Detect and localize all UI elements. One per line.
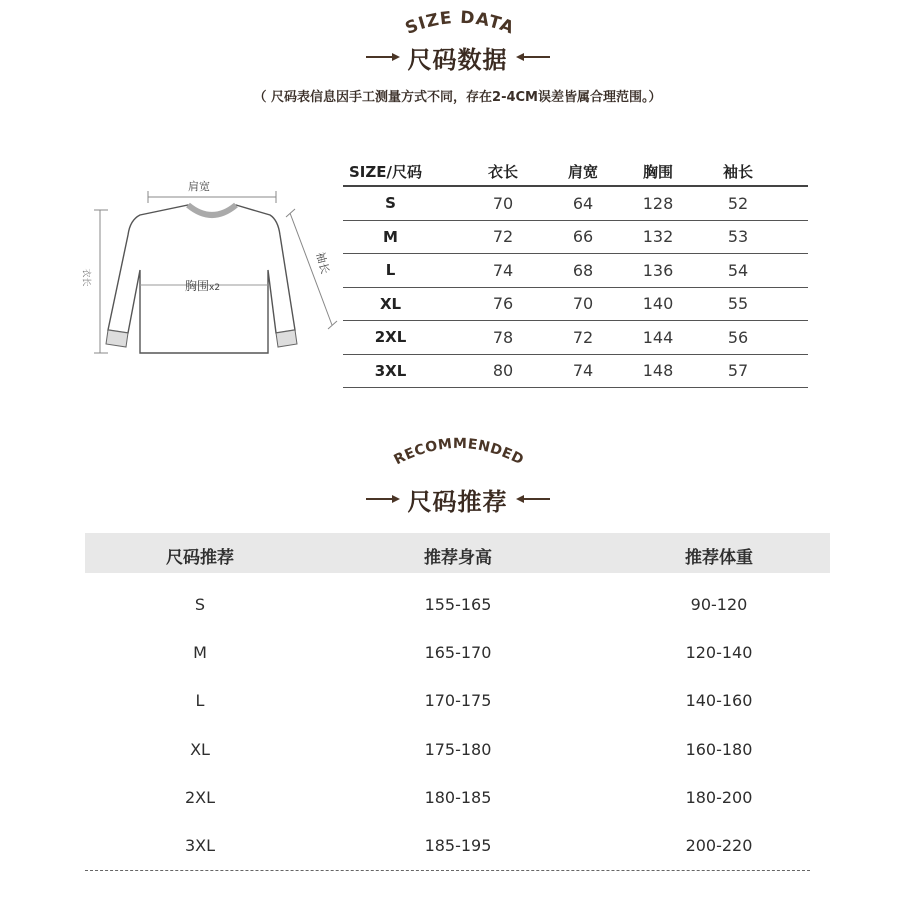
size-table-row <box>343 187 808 221</box>
size-cell-shoulder: 64 <box>572 193 594 213</box>
recommended-arc-label <box>376 425 541 473</box>
recommend-table-row <box>85 590 830 620</box>
size-cell-chest: 144 <box>642 327 674 347</box>
size-cell-chest: 132 <box>642 227 674 247</box>
header-length: 衣长 <box>487 163 518 181</box>
chest-label <box>185 277 220 294</box>
size-cell-size: 2XL <box>374 328 407 347</box>
rec-cell-height: 185-195 <box>424 836 492 855</box>
recommend-table-row <box>85 783 830 813</box>
size-cell-shoulder: 66 <box>572 227 594 247</box>
size-cell-length: 76 <box>492 294 514 314</box>
length-label: 衣长 <box>80 268 91 287</box>
rec-cell-size: L <box>195 691 205 711</box>
measurement-note: （ 尺码表信息因手工测量方式不同，存在2-4CM误差皆属合理范围。） <box>253 90 662 105</box>
recommended-title: 尺码推荐 <box>407 488 508 516</box>
size-cell-length: 80 <box>492 361 514 381</box>
rec-cell-height: 175-180 <box>424 739 492 759</box>
sweater-outline-icon <box>90 175 340 365</box>
size-cell-chest: 140 <box>642 294 674 314</box>
rec-header-height: 推荐身高 <box>424 548 492 568</box>
size-cell-sleeve: 54 <box>727 260 749 280</box>
rec-cell-height: 180-185 <box>424 787 492 807</box>
size-cell-chest: 128 <box>642 193 674 213</box>
shoulder-label: 肩宽 <box>188 180 210 193</box>
size-cell-sleeve: 53 <box>727 227 749 247</box>
size-cell-size: L <box>385 261 396 280</box>
svg-text:SIZE DATA <box>403 8 518 39</box>
bottom-dashed-divider <box>85 870 810 871</box>
rec-cell-weight: 120-140 <box>685 643 753 663</box>
size-cell-sleeve: 56 <box>727 327 749 347</box>
title-divider-right <box>518 56 550 58</box>
size-table-row <box>343 254 808 288</box>
rec-header-size: 尺码推荐 <box>166 548 234 568</box>
size-table-row <box>343 288 808 322</box>
size-data-arc-label <box>380 0 540 42</box>
chest-multiplier: x2 <box>209 283 221 293</box>
header-size: SIZE/尺码 <box>349 163 422 181</box>
svg-text:RECOMMENDED <box>392 436 527 469</box>
size-cell-sleeve: 55 <box>727 294 749 314</box>
rec-cell-weight: 140-160 <box>685 691 753 711</box>
size-cell-sleeve: 57 <box>727 361 749 381</box>
rec-cell-size: 3XL <box>184 836 216 855</box>
sweater-diagram <box>80 175 340 365</box>
size-cell-length: 78 <box>492 327 514 347</box>
size-data-arc-text: SIZE DATA <box>402 7 518 39</box>
size-table <box>343 158 808 388</box>
header-shoulder: 肩宽 <box>567 163 598 181</box>
size-cell-chest: 148 <box>642 361 674 381</box>
rec-cell-size: S <box>194 595 206 614</box>
recommend-table-row <box>85 638 830 668</box>
recommended-arc-text: RECOMMENDED <box>391 435 527 469</box>
rec-title-divider-right <box>518 498 550 500</box>
recommend-table-row <box>85 735 830 765</box>
header-sleeve: 袖长 <box>722 163 753 181</box>
size-cell-size: 3XL <box>374 361 407 380</box>
size-cell-shoulder: 74 <box>572 361 594 381</box>
size-cell-length: 74 <box>492 260 514 280</box>
rec-cell-weight: 180-200 <box>685 787 753 807</box>
size-data-title: 尺码数据 <box>407 46 508 74</box>
size-cell-size: S <box>385 194 396 213</box>
size-cell-sleeve: 52 <box>727 193 749 213</box>
recommend-table-row <box>85 686 830 716</box>
size-table-row <box>343 355 808 389</box>
size-cell-shoulder: 70 <box>572 294 594 314</box>
size-table-row <box>343 321 808 355</box>
size-cell-size: XL <box>379 294 402 313</box>
sleeve-label: 袖长 <box>313 250 332 276</box>
chest-label-text: 胸围 <box>185 279 210 293</box>
recommend-table-row <box>85 831 830 861</box>
rec-cell-weight: 90-120 <box>690 595 748 614</box>
header-chest: 胸围 <box>642 163 673 181</box>
rec-cell-size: XL <box>190 739 210 759</box>
size-cell-shoulder: 72 <box>572 327 594 347</box>
size-cell-chest: 136 <box>642 260 674 280</box>
size-table-row <box>343 221 808 255</box>
size-table-header <box>343 158 808 187</box>
rec-header-weight: 推荐体重 <box>685 548 753 568</box>
rec-cell-size: M <box>193 643 207 663</box>
size-cell-length: 70 <box>492 193 514 213</box>
size-cell-length: 72 <box>492 227 514 247</box>
rec-cell-size: 2XL <box>184 787 216 807</box>
size-cell-size: M <box>383 227 398 246</box>
rec-cell-weight: 160-180 <box>685 739 753 759</box>
recommend-table-header <box>85 533 830 573</box>
rec-cell-height: 165-170 <box>424 643 492 663</box>
size-cell-shoulder: 68 <box>572 260 594 280</box>
rec-cell-weight: 200-220 <box>685 836 753 855</box>
rec-cell-height: 155-165 <box>424 595 492 614</box>
rec-cell-height: 170-175 <box>424 691 492 711</box>
